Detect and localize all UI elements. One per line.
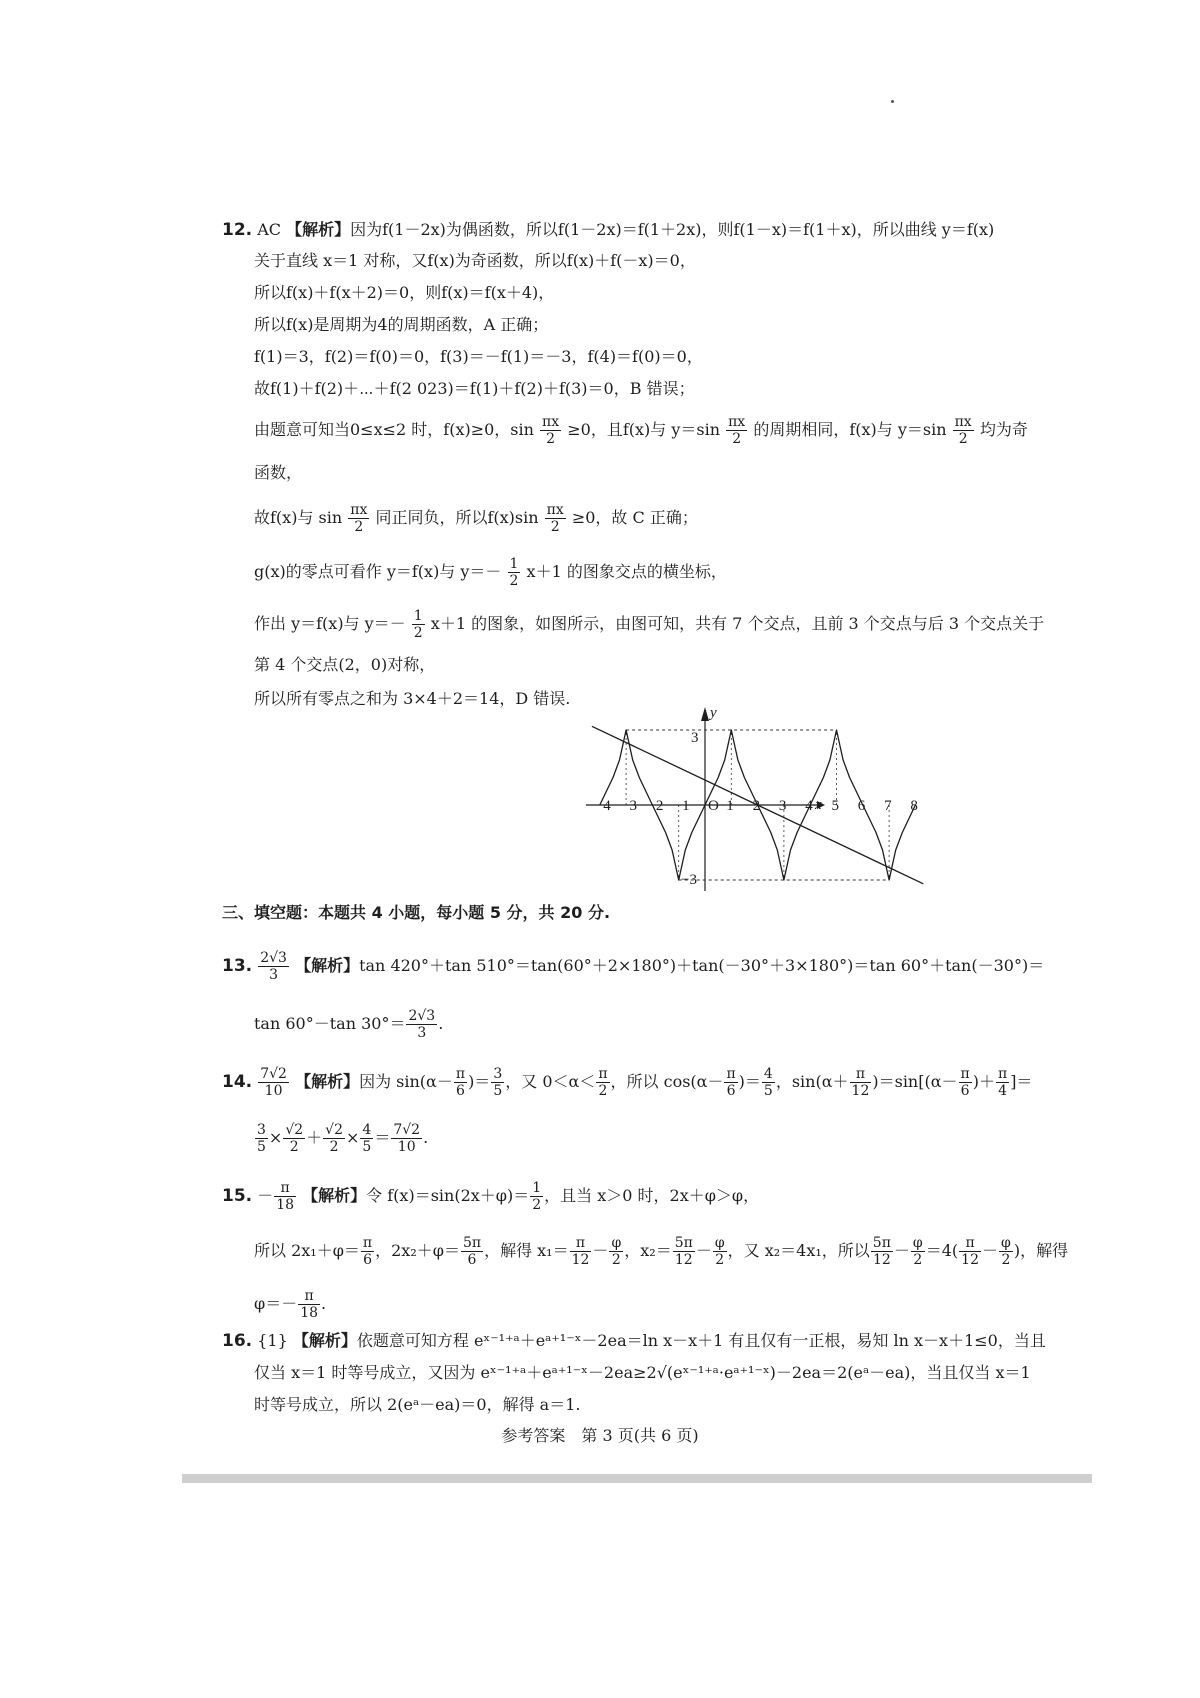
frac-den: 2 xyxy=(958,431,968,447)
frac-den: 2 xyxy=(546,431,556,447)
frac-den: 2 xyxy=(532,1197,542,1213)
q12-l11a: 作出 y＝f(x)与 y＝－ xyxy=(254,614,406,633)
frac-num: 3 xyxy=(257,1122,266,1138)
page-footer: 参考答案 第 3 页(共 6 页) xyxy=(501,1426,699,1445)
q14-l1i: ]＝ xyxy=(1010,1072,1033,1091)
q12-l9c: ≥0，故 C 正确； xyxy=(571,508,698,527)
q12-answer: AC xyxy=(257,220,282,239)
frac-num: √2 xyxy=(325,1122,343,1138)
frac-den: 4 xyxy=(998,1083,1008,1099)
frac-num: πx xyxy=(546,502,564,518)
q12-tag: 【解析】 xyxy=(286,220,351,239)
frac-den: 18 xyxy=(276,1197,295,1213)
frac-num: √2 xyxy=(285,1122,304,1138)
scan-dot xyxy=(891,100,894,103)
frac-num: 5π xyxy=(674,1235,693,1251)
op-times: × xyxy=(346,1128,360,1147)
q16-line-2: 仅当 x＝1 时等号成立，又因为 eˣ⁻¹⁺ᵃ＋eᵃ⁺¹⁻ˣ－2ea≥2√(eˣ⁻¹⁺ᵃ·eᵃ⁺¹⁻ˣ)－2ea＝2(eᵃ－ea)，当且仅当 x＝1 xyxy=(254,1363,1031,1382)
frac-den: 2 xyxy=(413,625,423,641)
q14-line-1 xyxy=(222,1066,1032,1099)
frac-den: 2 xyxy=(732,431,742,447)
origin-label: O xyxy=(708,798,719,814)
fraction-pix-over-2 xyxy=(545,502,566,535)
q15-l2f: － xyxy=(695,1241,712,1260)
frac-num: 2√3 xyxy=(260,950,287,966)
q12-line-12: 第 4 个交点(2，0)对称， xyxy=(254,655,436,674)
frac-phi-2 xyxy=(999,1235,1013,1268)
x-tick-label: 1 xyxy=(726,798,734,814)
frac-den: 12 xyxy=(961,1252,979,1268)
q12-line-8: 函数， xyxy=(254,463,303,482)
function-graph xyxy=(485,705,918,895)
frac-pi-12 xyxy=(850,1066,872,1099)
q12-l7d: 均为奇 xyxy=(979,420,1028,439)
q15-l2b: ，2x₂＋φ＝ xyxy=(375,1241,460,1260)
q15-l3b: . xyxy=(321,1294,327,1313)
q13-line-1 xyxy=(222,950,1044,983)
frac-num: 3 xyxy=(493,1066,503,1082)
frac-num: 7√2 xyxy=(260,1066,287,1082)
q13-result xyxy=(406,1008,437,1041)
q15-l2h: － xyxy=(893,1241,910,1260)
q15-l2g: ，又 x₂＝4x₁，所以 xyxy=(727,1241,870,1260)
frac-pi-2 xyxy=(596,1066,609,1099)
q12-line-11 xyxy=(254,608,1044,641)
q15-answer xyxy=(274,1180,296,1213)
q15-l2a: 所以 2x₁＋φ＝ xyxy=(254,1241,360,1260)
q15-l2c: ，解得 x₁＝ xyxy=(484,1241,569,1260)
q15-l2k: )，解得 xyxy=(1013,1241,1069,1260)
q15-l2e: ，x₂＝ xyxy=(624,1241,672,1260)
bottom-rule xyxy=(182,1474,1092,1483)
frac-num: π xyxy=(997,1066,1008,1082)
q15-line-1 xyxy=(222,1180,759,1213)
frac-5pi-12 xyxy=(871,1235,893,1268)
q15-line-3 xyxy=(254,1288,326,1321)
q15-l1b: ，且当 x＞0 时，2x＋φ＞φ， xyxy=(544,1186,760,1205)
q12-l7c: 的周期相同，f(x)与 y＝sin xyxy=(753,420,947,439)
q15-l2i: ＝4( xyxy=(925,1241,959,1260)
frac-num: π xyxy=(850,1066,872,1083)
q12-number: 12. xyxy=(222,220,253,240)
x-axis-label: x xyxy=(815,797,822,813)
frac-num: 1 xyxy=(509,556,519,572)
op-times: × xyxy=(268,1128,283,1147)
q14-l1g: )＝sin[(α－ xyxy=(872,1072,958,1091)
frac-5pi-12 xyxy=(673,1235,695,1268)
frac-den: 2 xyxy=(354,519,364,535)
frac-num: π xyxy=(362,1235,373,1251)
frac-den: 5 xyxy=(257,1139,266,1155)
frac-pi-6 xyxy=(959,1066,972,1099)
x-tick-label: −3 xyxy=(621,798,638,814)
frac-num: π xyxy=(570,1235,592,1252)
frac-den: 6 xyxy=(456,1083,465,1099)
frac-den: 3 xyxy=(417,1025,427,1041)
frac-num: πx xyxy=(350,502,368,518)
frac-phi-2 xyxy=(609,1235,623,1268)
frac-num: π xyxy=(726,1066,736,1082)
frac-den: 18 xyxy=(300,1305,319,1321)
q12-line-7 xyxy=(254,414,1028,447)
frac-num: πx xyxy=(954,414,972,430)
q16-answer: {1} xyxy=(257,1331,288,1350)
q13-end: . xyxy=(438,1014,444,1033)
frac-num: π xyxy=(455,1066,466,1082)
q12-l11b: x＋1 的图象，如图所示，由图可知，共有 7 个交点，且前 3 个交点与后 3 个交点关于 xyxy=(430,614,1045,633)
q14-l1a: 因为 sin(α－ xyxy=(359,1072,453,1091)
fraction-one-half xyxy=(412,608,425,641)
frac-pi-12 xyxy=(959,1235,981,1268)
q13-answer xyxy=(258,950,289,983)
frac-num: φ xyxy=(611,1235,622,1251)
frac-den: 12 xyxy=(674,1252,693,1268)
q14-end: . xyxy=(423,1128,429,1147)
y-axis-arrow xyxy=(701,707,709,721)
q13-line-2 xyxy=(254,1008,443,1041)
q14-l1h: )＋ xyxy=(972,1072,995,1091)
frac-den: 2 xyxy=(289,1139,299,1155)
frac-1-2 xyxy=(530,1180,543,1213)
frac-den: 10 xyxy=(397,1139,416,1155)
x-tick-label: 6 xyxy=(857,798,866,814)
q14-result xyxy=(391,1122,422,1155)
frac-den: 5 xyxy=(763,1083,773,1099)
q16-number: 16. xyxy=(222,1331,253,1351)
frac-num: φ xyxy=(714,1235,725,1251)
frac-den: 6 xyxy=(467,1252,477,1268)
frac-pi-6 xyxy=(724,1066,737,1099)
frac-num: 4 xyxy=(763,1066,773,1082)
q14-l1d: ，所以 cos(α－ xyxy=(610,1072,724,1091)
frac-phi-2 xyxy=(713,1235,727,1268)
y-axis-label: y xyxy=(710,705,717,721)
q12-line-3: 所以f(x)＋f(x＋2)＝0，则f(x)＝f(x＋4)， xyxy=(254,283,555,302)
frac-num: 5π xyxy=(462,1235,482,1251)
q14-l1b: )＝ xyxy=(468,1072,491,1091)
q14-tag: 【解析】 xyxy=(295,1072,360,1091)
q12-l9b: 同正同负，所以f(x)sin xyxy=(375,508,539,527)
frac-den: 6 xyxy=(960,1083,970,1099)
frac-num: φ xyxy=(912,1235,923,1251)
section-3-heading: 三、填空题：本题共 4 小题，每小题 5 分，共 20 分. xyxy=(222,903,611,922)
frac-pi-4 xyxy=(996,1066,1009,1099)
q13-text-2: tan 60°－tan 30°＝ xyxy=(254,1014,406,1033)
frac-den: 2 xyxy=(329,1139,339,1155)
frac-pi-6 xyxy=(454,1066,467,1099)
frac-num: πx xyxy=(728,414,746,430)
fraction-one-half xyxy=(508,556,521,589)
frac-num: π xyxy=(960,1066,970,1082)
frac-num: φ xyxy=(1001,1235,1011,1251)
x-tick-label: 3 xyxy=(778,798,787,814)
q14-l1e: )＝ xyxy=(738,1072,761,1091)
y-tick-label: 3 xyxy=(691,730,699,746)
q12-l10b: x＋1 的图象交点的横坐标， xyxy=(526,562,727,581)
q16-text-1: 依题意可知方程 eˣ⁻¹⁺ᵃ＋eᵃ⁺¹⁻ˣ－2ea＝ln x－x＋1 有且仅有一正根，易知 ln x－x＋1≤0，当且 xyxy=(356,1331,1046,1350)
x-tick-label: −4 xyxy=(594,798,611,814)
q15-l2j: － xyxy=(982,1241,999,1260)
q14-answer xyxy=(258,1066,289,1099)
frac-num: 1 xyxy=(532,1180,542,1196)
frac-den: 2 xyxy=(913,1252,923,1268)
frac-den: 2 xyxy=(509,573,519,589)
op-plus: ＋ xyxy=(306,1128,323,1147)
frac-num: 1 xyxy=(413,608,423,624)
q15-tag: 【解析】 xyxy=(302,1186,367,1205)
q15-line-2 xyxy=(254,1235,1068,1268)
q14-l1f: ，sin(α＋ xyxy=(775,1072,849,1091)
frac-den: 6 xyxy=(363,1252,372,1268)
q12-line-5: f(1)＝3，f(2)＝f(0)＝0，f(3)＝－f(1)＝－3，f(4)＝f(0)＝0， xyxy=(254,347,703,366)
q12-line-4: 所以f(x)是周期为4的周期函数，A 正确； xyxy=(254,315,549,334)
q14-line-2 xyxy=(254,1122,428,1155)
q12-line-1 xyxy=(222,219,994,241)
x-tick-label: 7 xyxy=(884,798,892,814)
frac-den: 5 xyxy=(362,1139,372,1155)
frac-den: 5 xyxy=(493,1083,503,1099)
fraction-pix-over-2 xyxy=(540,414,561,447)
q15-answer-sign: － xyxy=(257,1186,274,1205)
x-tick-label: −2 xyxy=(647,798,664,814)
q15-l2d: － xyxy=(592,1241,609,1260)
y-tick-label: −3 xyxy=(681,872,697,888)
fraction-pix-over-2 xyxy=(726,414,747,447)
q12-line-13: 所以所有零点之和为 3×4＋2＝14，D 错误. xyxy=(254,689,571,708)
frac-den: 2 xyxy=(715,1252,725,1268)
frac-num: π xyxy=(274,1180,296,1197)
frac-num: π xyxy=(959,1235,981,1252)
q12-text-1: 因为f(1－2x)为偶函数，所以f(1－2x)＝f(1＋2x)，则f(1－x)＝f(1＋x)，所以曲线 y＝f(x) xyxy=(350,220,995,239)
q12-line-9 xyxy=(254,502,698,535)
frac-den: 2 xyxy=(598,1083,608,1099)
frac-den: 12 xyxy=(851,1083,870,1099)
frac-num: πx xyxy=(542,414,560,430)
frac-pi-12 xyxy=(570,1235,592,1268)
fraction-pix-over-2 xyxy=(953,414,974,447)
frac-r2-2 xyxy=(323,1122,345,1155)
frac-den: 10 xyxy=(264,1083,283,1099)
frac-5pi-6 xyxy=(461,1235,483,1268)
frac-den: 2 xyxy=(550,519,560,535)
frac-den: 6 xyxy=(726,1083,736,1099)
q12-l7a: 由题意可知当0≤x≤2 时，f(x)≥0，sin xyxy=(254,420,534,439)
frac-den: 12 xyxy=(571,1252,590,1268)
frac-den: 3 xyxy=(269,967,279,983)
frac-den: 2 xyxy=(1001,1252,1011,1268)
q12-line-10 xyxy=(254,556,727,589)
q15-number: 15. xyxy=(222,1186,253,1206)
frac-4-5 xyxy=(762,1066,775,1099)
frac-den: 12 xyxy=(872,1252,891,1268)
frac-den: 2 xyxy=(611,1252,621,1268)
frac-num: 5π xyxy=(872,1235,891,1251)
frac-3-5 xyxy=(491,1066,504,1099)
frac-num: 4 xyxy=(362,1122,372,1138)
graph-labels xyxy=(595,705,918,888)
fraction-pix-over-2 xyxy=(348,502,369,535)
q13-text-1: tan 420°＋tan 510°＝tan(60°＋2×180°)＋tan(－30°＋3×180°)＝tan 60°＋tan(－30°)＝ xyxy=(359,956,1045,975)
q14-number: 14. xyxy=(222,1072,253,1092)
x-tick-label: 8 xyxy=(910,798,918,814)
q15-l3a: φ＝－ xyxy=(254,1294,298,1313)
q12-l7b: ≥0，且f(x)与 y＝sin xyxy=(567,420,721,439)
q16-tag: 【解析】 xyxy=(292,1331,357,1350)
frac-num: π xyxy=(298,1288,320,1305)
q13-number: 13. xyxy=(222,956,253,976)
q12-l9a: 故f(x)与 sin xyxy=(254,508,343,527)
q13-tag: 【解析】 xyxy=(295,956,360,975)
frac-3-5 xyxy=(255,1122,268,1155)
x-tick-label: −1 xyxy=(673,798,690,814)
op-eq: ＝ xyxy=(374,1128,391,1147)
frac-num: 2√3 xyxy=(408,1008,436,1024)
q12-l10a: g(x)的零点可看作 y＝f(x)与 y＝－ xyxy=(254,562,502,581)
x-tick-label: 4 xyxy=(805,798,813,814)
frac-r2-2 xyxy=(283,1122,305,1155)
frac-pi-18 xyxy=(298,1288,320,1321)
frac-pi-6 xyxy=(361,1235,374,1268)
q15-l1a: 令 f(x)＝sin(2x＋φ)＝ xyxy=(366,1186,530,1205)
q16-line-1 xyxy=(222,1330,1046,1352)
frac-num: π xyxy=(598,1066,608,1082)
q14-l1c: ，又 0＜α＜ xyxy=(505,1072,596,1091)
frac-phi-2 xyxy=(911,1235,925,1268)
frac-num: 7√2 xyxy=(393,1122,421,1138)
x-tick-label: 2 xyxy=(752,798,761,814)
frac-4-5 xyxy=(360,1122,373,1155)
q12-line-6: 故f(1)＋f(2)＋⋯＋f(2 023)＝f(1)＋f(2)＋f(3)＝0，B 错误； xyxy=(254,379,695,398)
q16-line-3: 时等号成立，所以 2(eᵃ－ea)＝0，解得 a＝1. xyxy=(254,1395,581,1414)
x-tick-label: 5 xyxy=(831,798,839,814)
q12-line-2: 关于直线 x＝1 对称，又f(x)为奇函数，所以f(x)＋f(－x)＝0， xyxy=(254,251,696,270)
